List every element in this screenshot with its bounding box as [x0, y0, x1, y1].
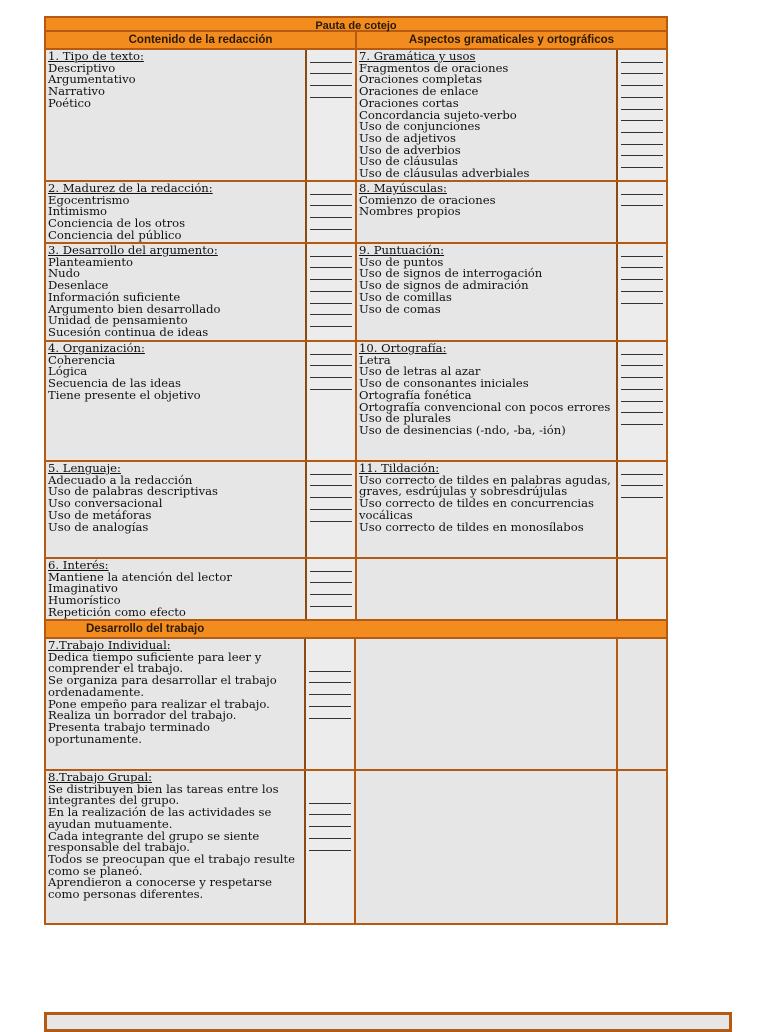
criteria-text [357, 462, 616, 557]
criteria-item: Uso de analogías [48, 519, 149, 534]
right-cell [355, 462, 666, 557]
check-line[interactable] [310, 229, 352, 230]
criteria-item: Uso de conjunciones [359, 119, 481, 134]
criteria-text [46, 244, 305, 340]
criteria-item: Narrativo [48, 84, 105, 99]
header-right: Aspectos gramaticales y ortográficos [355, 32, 666, 48]
section-title: Desarrollo del trabajo [44, 621, 668, 639]
header-left: Contenido de la redacción [128, 34, 273, 46]
criteria-item: Egocentrismo [48, 192, 130, 207]
criteria-heading: 8. Mayúsculas: [359, 181, 447, 195]
empty-check-cell[interactable] [616, 639, 666, 769]
criteria-text [46, 771, 304, 923]
criteria-heading: 1. Tipo de texto: [48, 49, 144, 63]
criteria-item: Comienzo de oraciones [359, 192, 496, 207]
criteria-item: Uso conversacional [48, 496, 163, 511]
check-line[interactable] [310, 606, 352, 607]
criteria-item: Uso de palabras descriptivas [48, 484, 218, 499]
criteria-item: Se distribuyen bien las tareas entre los integrantes del grupo. [48, 781, 279, 808]
criteria-text [46, 559, 305, 619]
criteria-item: Uso de comillas [359, 289, 452, 304]
criteria-item: Coherencia [48, 352, 116, 367]
check-line[interactable] [310, 256, 352, 257]
check-line[interactable] [309, 671, 351, 672]
criteria-item: Oraciones completas [359, 72, 483, 87]
check-line[interactable] [621, 194, 663, 195]
work-row [44, 771, 668, 925]
check-line[interactable] [310, 267, 352, 268]
criteria-row [44, 462, 668, 559]
check-line[interactable] [310, 217, 352, 218]
check-line[interactable] [309, 706, 351, 707]
criteria-heading: 7. Gramática y usos [359, 49, 476, 63]
criteria-item: Intimismo [48, 204, 108, 219]
check-line[interactable] [621, 377, 663, 378]
check-line[interactable] [621, 62, 663, 63]
right-cell [355, 559, 666, 619]
criteria-text [46, 182, 305, 242]
check-column [305, 50, 355, 180]
check-line[interactable] [310, 594, 352, 595]
check-line[interactable] [621, 279, 663, 280]
criteria-item: Uso de adjetivos [359, 130, 456, 145]
check-line[interactable] [309, 850, 351, 851]
check-line[interactable] [621, 97, 663, 98]
check-line[interactable] [621, 365, 663, 366]
criteria-item: Uso de plurales [359, 411, 451, 426]
criteria-item: Aprendieron a conocerse y respetarse como personas diferentes. [48, 875, 273, 902]
criteria-item: En la realización de las actividades se ayudan mutuamente. [48, 805, 272, 831]
criteria-heading: 11. Tildación: [359, 461, 440, 475]
check-line[interactable] [621, 155, 663, 156]
criteria-item: Humorístico [48, 593, 121, 608]
check-line[interactable] [309, 682, 351, 683]
check-line[interactable] [310, 194, 352, 195]
check-line[interactable] [310, 497, 352, 498]
criteria-item: Repetición como efecto [48, 604, 186, 619]
criteria-item: Ortografía convencional con pocos errores [359, 399, 611, 414]
check-line[interactable] [310, 582, 352, 583]
criteria-item: Uso correcto de tildes en monosílabos [359, 519, 584, 534]
check-line[interactable] [309, 694, 351, 695]
criteria-item: Concordancia sujeto-verbo [359, 107, 517, 122]
check-line[interactable] [310, 291, 352, 292]
check-line[interactable] [310, 73, 352, 74]
criteria-item: Realiza un borrador del trabajo. [48, 708, 237, 723]
check-line[interactable] [621, 73, 663, 74]
criteria-text [46, 639, 304, 769]
bottom-box [44, 1012, 732, 1032]
criteria-rows [44, 50, 668, 621]
criteria-item: Cada integrante del grupo se siente responsable del trabajo. [48, 828, 260, 855]
criteria-item: Uso de desinencias (-ndo, -ba, -ión) [359, 422, 566, 437]
check-line[interactable] [310, 62, 352, 63]
criteria-heading: 4. Organización: [48, 341, 145, 355]
check-column [305, 342, 355, 460]
empty-check-cell[interactable] [616, 771, 666, 923]
criteria-item: Uso de consonantes iniciales [359, 376, 529, 391]
check-line[interactable] [310, 377, 352, 378]
check-line[interactable] [310, 485, 352, 486]
criteria-item: Argumentativo [48, 72, 136, 87]
check-line[interactable] [310, 571, 352, 572]
criteria-text [357, 244, 616, 340]
check-column [304, 639, 354, 769]
criteria-heading: 3. Desarrollo del argumento: [48, 243, 218, 257]
check-line[interactable] [621, 256, 663, 257]
criteria-item: Ortografía fonética [359, 387, 472, 402]
check-column [305, 559, 355, 619]
criteria-item: Conciencia de los otros [48, 216, 186, 231]
check-line[interactable] [310, 97, 352, 98]
check-line[interactable] [621, 389, 663, 390]
check-line[interactable] [310, 303, 352, 304]
criteria-item: Dedica tiempo suficiente para leer y comprender el trabajo. [48, 649, 262, 676]
criteria-item: Descriptivo [48, 60, 116, 75]
criteria-item: Información suficiente [48, 289, 181, 304]
criteria-item: Sucesión continua de ideas [48, 324, 209, 339]
criteria-item: Argumento bien desarrollado [48, 301, 221, 316]
right-cell [355, 342, 666, 460]
criteria-item: Presenta trabajo terminado oportunamente. [48, 719, 210, 746]
check-line[interactable] [310, 389, 352, 390]
criteria-heading: 9. Puntuación: [359, 243, 445, 257]
criteria-item: Uso de letras al azar [359, 364, 481, 379]
criteria-item: Nombres propios [359, 204, 461, 219]
criteria-item: Oraciones cortas [359, 95, 459, 110]
check-line[interactable] [310, 509, 352, 510]
criteria-item: Unidad de pensamiento [48, 313, 188, 328]
check-line[interactable] [309, 838, 351, 839]
right-cell [355, 50, 666, 180]
criteria-item: Oraciones de enlace [359, 84, 479, 99]
check-column [616, 50, 666, 180]
empty-cell [354, 771, 616, 923]
criteria-item: Uso de comas [359, 301, 441, 316]
criteria-item: Pone empeño para realizar el trabajo. [48, 696, 270, 711]
column-headers [44, 32, 668, 50]
check-line[interactable] [621, 167, 663, 168]
check-line[interactable] [310, 521, 352, 522]
check-column [616, 342, 666, 460]
check-line[interactable] [310, 85, 352, 86]
criteria-item: Se organiza para desarrollar el trabajo ordenadamente. [48, 673, 277, 699]
check-line[interactable] [309, 803, 351, 804]
check-line[interactable] [310, 314, 352, 315]
criteria-item: Planteamiento [48, 254, 133, 269]
check-line[interactable] [621, 109, 663, 110]
left-cell [46, 244, 355, 340]
check-column [616, 244, 666, 340]
criteria-item: Uso de cláusulas [359, 154, 458, 169]
check-column [305, 462, 355, 557]
check-line[interactable] [621, 291, 663, 292]
check-line[interactable] [310, 365, 352, 366]
check-line[interactable] [621, 267, 663, 268]
check-line[interactable] [309, 826, 351, 827]
criteria-item: Letra [359, 352, 391, 367]
check-column [305, 182, 355, 242]
left-cell [46, 771, 354, 923]
left-cell [46, 462, 355, 557]
check-line[interactable] [621, 401, 663, 402]
criteria-item: Secuencia de las ideas [48, 376, 181, 391]
criteria-item: Tiene presente el objetivo [48, 387, 201, 402]
criteria-item: Uso de metáforas [48, 507, 152, 522]
check-line[interactable] [310, 279, 352, 280]
check-line[interactable] [621, 485, 663, 486]
criteria-text [46, 342, 305, 460]
criteria-row [44, 244, 668, 342]
criteria-text [357, 50, 616, 180]
check-line[interactable] [310, 354, 352, 355]
check-column [305, 244, 355, 340]
criteria-item: Uso de signos de admiración [359, 278, 529, 293]
check-line[interactable] [310, 326, 352, 327]
left-cell [46, 50, 355, 180]
criteria-text [46, 50, 305, 180]
criteria-item: Imaginativo [48, 581, 118, 596]
left-cell [46, 182, 355, 242]
check-line[interactable] [621, 120, 663, 121]
criteria-item: Uso correcto de tildes en palabras agudas, graves, esdrújulas y sobresdrújulas [359, 472, 611, 499]
criteria-item: Desenlace [48, 278, 109, 293]
criteria-item: Poético [48, 95, 92, 110]
left-cell [46, 559, 355, 619]
check-column [616, 559, 666, 619]
criteria-text [357, 559, 616, 619]
check-line[interactable] [621, 205, 663, 206]
check-line[interactable] [621, 412, 663, 413]
left-cell [46, 342, 355, 460]
check-line[interactable] [621, 497, 663, 498]
sheet-title: Pauta de cotejo [44, 16, 668, 32]
check-line[interactable] [309, 718, 351, 719]
check-column [616, 182, 666, 242]
check-line[interactable] [621, 354, 663, 355]
left-cell [46, 639, 354, 769]
check-line[interactable] [310, 205, 352, 206]
check-line[interactable] [309, 814, 351, 815]
criteria-row [44, 182, 668, 244]
criteria-item: Conciencia del público [48, 227, 182, 242]
criteria-heading: 5. Lenguaje: [48, 461, 121, 475]
criteria-item: Uso correcto de tildes en concurrencias vocálicas [359, 496, 594, 522]
empty-cell [354, 639, 616, 769]
criteria-row [44, 50, 668, 182]
criteria-item: Todos se preocupan que el trabajo resulte como se planeó. [48, 851, 296, 878]
work-rows [44, 639, 668, 925]
criteria-item: Adecuado a la redacción [48, 472, 193, 487]
check-line[interactable] [621, 474, 663, 475]
criteria-heading: 10. Ortografía: [359, 341, 447, 355]
criteria-item: Uso de adverbios [359, 142, 461, 157]
criteria-heading: 8.Trabajo Grupal: [48, 770, 153, 784]
right-cell [355, 244, 666, 340]
criteria-row [44, 559, 668, 621]
check-line[interactable] [621, 85, 663, 86]
criteria-item: Mantiene la atención del lector [48, 569, 232, 584]
criteria-text [46, 462, 305, 557]
check-column [304, 771, 354, 923]
check-line[interactable] [621, 303, 663, 304]
criteria-item: Uso de signos de interrogación [359, 266, 543, 281]
check-line[interactable] [621, 132, 663, 133]
criteria-item: Uso de puntos [359, 254, 444, 269]
checklist-sheet [44, 16, 668, 925]
criteria-heading: 7.Trabajo Individual: [48, 638, 171, 652]
criteria-heading: 2. Madurez de la redacción: [48, 181, 213, 195]
criteria-item: Uso de cláusulas adverbiales [359, 166, 530, 181]
check-line[interactable] [621, 144, 663, 145]
criteria-item: Nudo [48, 266, 81, 281]
criteria-text [357, 342, 616, 460]
criteria-text [357, 182, 616, 242]
criteria-item: Lógica [48, 364, 88, 379]
criteria-row [44, 342, 668, 462]
right-cell [355, 182, 666, 242]
check-column [616, 462, 666, 557]
work-row [44, 639, 668, 771]
criteria-heading: 6. Interés: [48, 558, 109, 572]
criteria-item: Fragmentos de oraciones [359, 60, 509, 75]
check-line[interactable] [621, 424, 663, 425]
check-line[interactable] [310, 474, 352, 475]
